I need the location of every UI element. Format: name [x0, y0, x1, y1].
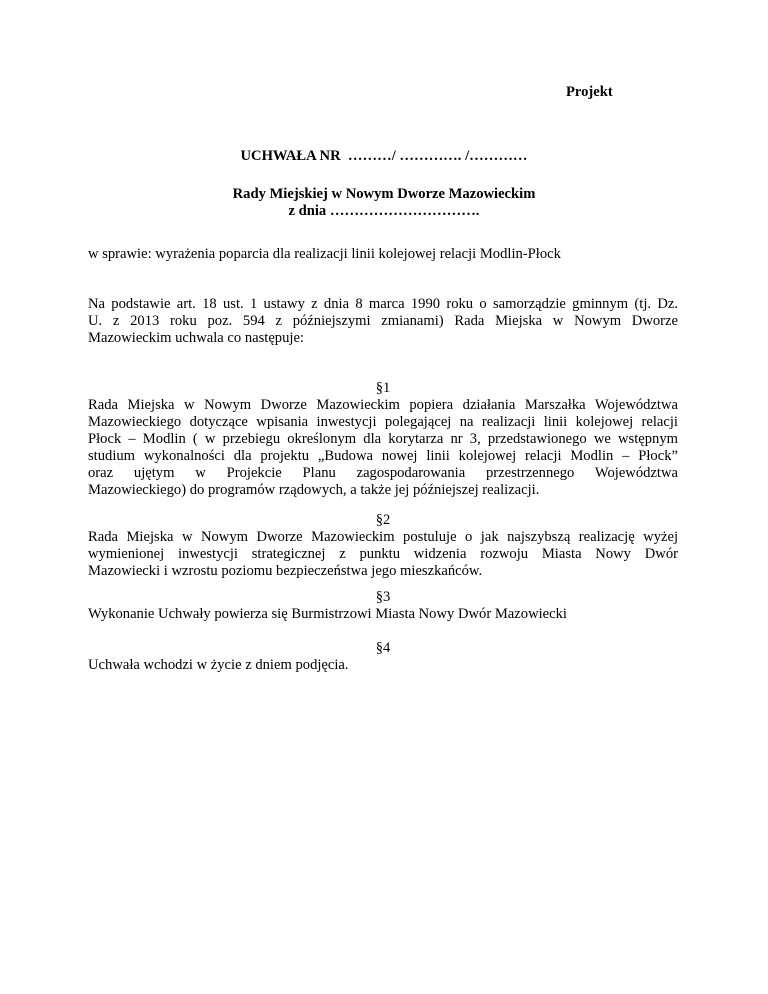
- legal-basis-line: Mazowieckim uchwala co następuje:: [88, 330, 304, 346]
- paragraph-line: Mazowieckiego) do programów rządowych, a także jej późniejszej realizacji.: [88, 482, 540, 498]
- paragraph-line: Mazowiecki i wzrostu poziomu bezpieczeństwa jego mieszkańców.: [88, 563, 483, 579]
- paragraph-1-text: [88, 397, 678, 499]
- paragraph-line: oraz ujętym w Projekcie Planu zagospodarowania przestrzennego Województwa: [88, 465, 678, 481]
- project-label: Projekt: [566, 84, 613, 100]
- council-name: Rady Miejskiej w Nowym Dworze Mazowieckim: [232, 186, 536, 202]
- legal-basis-line: U. z 2013 roku poz. 594 z późniejszymi zmianami) Rada Miejska w Nowym Dworze: [88, 313, 678, 329]
- paragraph-2-text: [88, 529, 678, 580]
- resolution-number-title: UCHWAŁA NR ………/ …………. /…………: [240, 148, 528, 164]
- paragraph-3-symbol: §3: [375, 589, 391, 605]
- paragraph-line: Wykonanie Uchwały powierza się Burmistrzowi Miasta Nowy Dwór Mazowiecki: [88, 606, 567, 622]
- paragraph-line: wymienionej inwestycji strategicznej z punktu widzenia rozwoju Miasta Nowy Dwór: [88, 546, 678, 562]
- paragraph-line: Rada Miejska w Nowym Dworze Mazowieckim popiera działania Marszałka Województwa: [88, 397, 678, 413]
- paragraph-line: Rada Miejska w Nowym Dworze Mazowieckim postuluje o jak najszybszą realizację wyżej: [88, 529, 678, 545]
- subject-line: w sprawie: wyrażenia poparcia dla realizacji linii kolejowej relacji Modlin-Płock: [88, 246, 561, 262]
- paragraph-4-symbol: §4: [375, 640, 391, 656]
- legal-basis: [88, 296, 678, 347]
- paragraph-4-text: [88, 657, 678, 674]
- paragraph-line: studium wykonalności dla projektu „Budowa nowej linii kolejowej relacji Modlin – Płock”: [88, 448, 678, 464]
- paragraph-line: Płock – Modlin ( w przebiegu określonym dla korytarza nr 3, przedstawionego we wstępnym: [88, 431, 678, 447]
- paragraph-line: Mazowieckiego dotyczące wpisania inwestycji polegającej na realizacji linii kolejowej relacji: [88, 414, 678, 430]
- legal-basis-line: Na podstawie art. 18 ust. 1 ustawy z dnia 8 marca 1990 roku o samorządzie gminnym (tj. Dz.: [88, 296, 678, 312]
- paragraph-2-symbol: §2: [375, 512, 391, 528]
- resolution-date: z dnia ………………………….: [288, 203, 480, 219]
- paragraph-line: Uchwała wchodzi w życie z dniem podjęcia.: [88, 657, 349, 673]
- paragraph-1-symbol: §1: [375, 380, 391, 396]
- paragraph-3-text: [88, 606, 678, 623]
